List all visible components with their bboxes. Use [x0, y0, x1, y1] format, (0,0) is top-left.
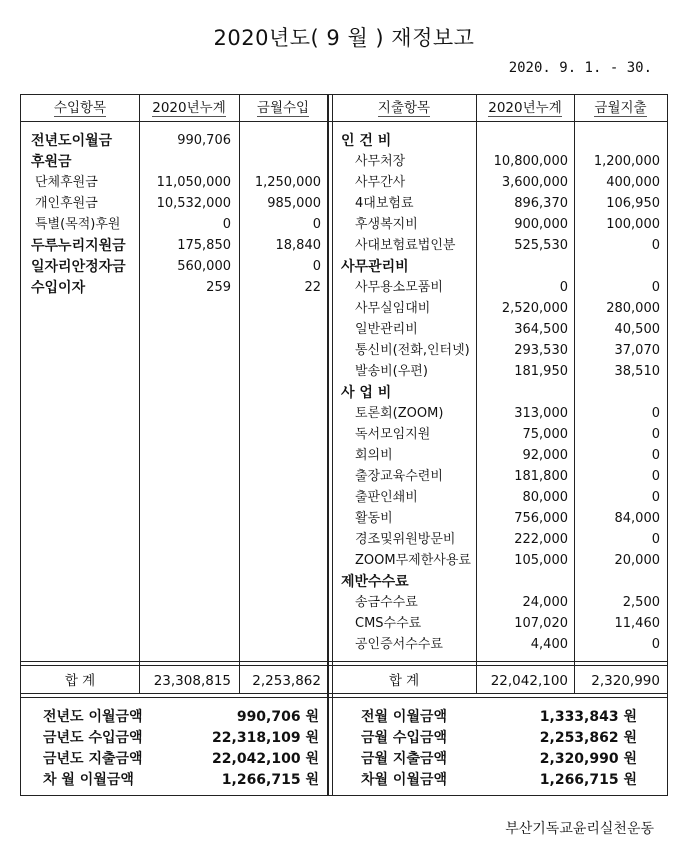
summary-left-value: 22,042,100 원 [212, 751, 319, 767]
income-total-ytd: 23,308,815 [153, 673, 231, 689]
expense-item-month: 11,460 [614, 616, 660, 631]
expense-item-label: 공인증서수수료 [355, 637, 443, 652]
expense-item-label: 통신비(전화,인터넷) [355, 343, 470, 358]
expense-item-label: 출판인쇄비 [355, 490, 418, 505]
income-item-label: 두루누리지원금 [31, 238, 126, 254]
income-item-month [239, 152, 321, 172]
income-item-ytd: 10,532,000 [156, 196, 231, 211]
expense-item-label: 사무간사 [355, 175, 406, 190]
expense-item-ytd: 105,000 [514, 553, 568, 568]
income-header-item: 수입항목 [53, 100, 107, 116]
expense-total-month: 2,320,990 [591, 673, 660, 689]
expense-item-month: 0 [651, 238, 660, 253]
expense-item-ytd: 107,020 [514, 616, 568, 631]
income-item-month: 0 [312, 217, 321, 232]
expense-item-ytd: 313,000 [514, 406, 568, 421]
expense-item-ytd: 10,800,000 [493, 154, 568, 169]
expense-item-label: 인 건 비 [341, 133, 392, 149]
expense-item-month: 280,000 [606, 301, 660, 316]
expense-item-month: 400,000 [606, 175, 660, 190]
expense-item-month [574, 572, 660, 592]
summary-right-value: 2,320,990 원 [539, 751, 637, 767]
summary-left-label: 금년도 수입금액 [43, 730, 143, 746]
expense-item-month: 40,500 [614, 322, 660, 337]
expense-item-ytd: 222,000 [514, 532, 568, 547]
expense-item-label: 독서모임지원 [355, 427, 431, 442]
income-item-ytd: 0 [222, 217, 231, 232]
income-item-month: 985,000 [267, 196, 321, 211]
expense-item-label: 활동비 [355, 511, 393, 526]
expense-item-ytd: 756,000 [514, 511, 568, 526]
expense-item-month: 20,000 [614, 553, 660, 568]
expense-total-ytd: 22,042,100 [490, 673, 568, 689]
income-item-label: 일자리안정자금 [31, 259, 126, 275]
expense-total-label: 합 계 [388, 673, 420, 689]
income-item-label: 전년도이월금 [31, 133, 113, 149]
expense-item-ytd: 3,600,000 [501, 175, 568, 190]
expense-item-label: 토론회(ZOOM) [355, 406, 444, 421]
income-item-ytd: 990,706 [177, 133, 231, 148]
expense-item-label: 송금수수료 [355, 595, 418, 610]
expense-item-ytd: 24,000 [522, 595, 568, 610]
expense-item-ytd [476, 131, 568, 151]
expense-item-month: 0 [651, 427, 660, 442]
income-item-month: 22 [304, 280, 321, 295]
expense-item-ytd: 293,530 [514, 343, 568, 358]
expense-item-ytd: 80,000 [522, 490, 568, 505]
expense-item-month [574, 257, 660, 277]
income-item-label: 수입이자 [31, 280, 86, 296]
summary-right-label: 금월 수입금액 [361, 730, 448, 746]
expense-item-label: CMS수수료 [355, 616, 422, 631]
expense-item-month [574, 383, 660, 403]
report-period: 2020. 9. 1. - 30. [508, 60, 652, 76]
expense-item-label: 회의비 [355, 448, 393, 463]
center-divider [327, 95, 329, 795]
summary-left-label: 전년도 이월금액 [43, 709, 143, 725]
expense-item-month: 0 [651, 490, 660, 505]
expense-header-month: 금월지출 [594, 100, 647, 116]
expense-item-month: 0 [651, 406, 660, 421]
income-item-month [239, 131, 321, 151]
expense-item-ytd: 4,400 [530, 637, 568, 652]
expense-item-label: 사 업 비 [341, 385, 392, 401]
summary-right-label: 금월 지출금액 [361, 751, 448, 767]
income-header-ytd: 2020년누계 [152, 100, 226, 116]
expense-item-ytd: 896,370 [514, 196, 568, 211]
summary-right-label: 전월 이월금액 [361, 709, 448, 725]
summary-right-label: 차월 이월금액 [361, 772, 448, 788]
income-total-month: 2,253,862 [252, 673, 321, 689]
expense-item-label: 사무실임대비 [355, 301, 431, 316]
income-total-label: 합 계 [64, 673, 96, 689]
expense-item-ytd: 92,000 [522, 448, 568, 463]
expense-item-month: 100,000 [606, 217, 660, 232]
expense-item-month: 0 [651, 469, 660, 484]
summary-right-value: 1,333,843 원 [539, 709, 637, 725]
income-item-label: 후원금 [31, 154, 72, 170]
expense-item-ytd: 181,950 [514, 364, 568, 379]
summary-left-value: 990,706 원 [236, 709, 319, 725]
income-item-month: 1,250,000 [254, 175, 321, 190]
expense-item-label: 제반수수료 [341, 574, 409, 590]
income-item-label: 단체후원금 [35, 175, 98, 190]
expense-item-label: 사대보험료법인분 [355, 238, 456, 253]
expense-item-label: 사무관리비 [341, 259, 409, 275]
income-item-ytd [139, 152, 231, 172]
expense-item-month: 0 [651, 448, 660, 463]
total-rule [21, 661, 667, 662]
income-item-month: 18,840 [275, 238, 321, 253]
income-item-ytd: 259 [206, 280, 231, 295]
expense-item-label: 사무처장 [355, 154, 406, 169]
expense-item-label: 일반관리비 [355, 322, 418, 337]
summary-left-value: 22,318,109 원 [212, 730, 319, 746]
expense-item-month: 1,200,000 [593, 154, 660, 169]
summary-right-value: 1,266,715 원 [539, 772, 637, 788]
summary-left-label: 차 월 이월금액 [43, 772, 134, 788]
expense-header-ytd: 2020년누계 [488, 100, 562, 116]
expense-item-ytd: 181,800 [514, 469, 568, 484]
expense-item-ytd: 364,500 [514, 322, 568, 337]
total-rule [21, 665, 667, 666]
expense-item-ytd: 525,530 [514, 238, 568, 253]
expense-item-month: 106,950 [606, 196, 660, 211]
expense-item-ytd: 2,520,000 [501, 301, 568, 316]
expense-item-month: 38,510 [614, 364, 660, 379]
expense-item-ytd [476, 383, 568, 403]
expense-item-month: 37,070 [614, 343, 660, 358]
expense-item-ytd [476, 257, 568, 277]
income-item-ytd: 11,050,000 [156, 175, 231, 190]
expense-item-month: 0 [651, 637, 660, 652]
expense-item-label: 발송비(우편) [355, 364, 428, 379]
expense-item-ytd: 900,000 [514, 217, 568, 232]
organization-name: 부산기독교윤리실천운동 [505, 821, 654, 837]
finance-table [20, 94, 668, 796]
expense-item-label: 4대보험료 [355, 196, 414, 211]
expense-item-label: 경조및위원방문비 [355, 532, 456, 547]
summary-rule [21, 697, 667, 698]
income-header-month: 금월수입 [256, 100, 310, 116]
summary-left-label: 금년도 지출금액 [43, 751, 143, 767]
expense-item-label: 출장교육수련비 [355, 469, 443, 484]
expense-item-ytd: 0 [559, 280, 568, 295]
income-item-ytd: 560,000 [177, 259, 231, 274]
expense-item-month: 2,500 [622, 595, 660, 610]
expense-item-label: ZOOM무제한사용료 [355, 553, 471, 568]
expense-item-month: 0 [651, 280, 660, 295]
expense-item-label: 사무용소모품비 [355, 280, 443, 295]
income-item-ytd: 175,850 [177, 238, 231, 253]
income-item-label: 특별(목적)후원 [35, 217, 121, 232]
expense-item-month: 84,000 [614, 511, 660, 526]
expense-item-ytd [476, 572, 568, 592]
summary-right-value: 2,253,862 원 [539, 730, 637, 746]
report-title: 2020년도( 9 월 ) 재정보고 [213, 26, 475, 50]
expense-item-ytd: 75,000 [522, 427, 568, 442]
summary-left-value: 1,266,715 원 [221, 772, 319, 788]
expense-item-month: 0 [651, 532, 660, 547]
header-rule [21, 121, 667, 122]
expense-item-label: 후생복지비 [355, 217, 418, 232]
expense-header-item: 지출항목 [377, 100, 431, 116]
income-item-month: 0 [312, 259, 321, 274]
income-item-label: 개인후원금 [35, 196, 98, 211]
expense-item-month [574, 131, 660, 151]
